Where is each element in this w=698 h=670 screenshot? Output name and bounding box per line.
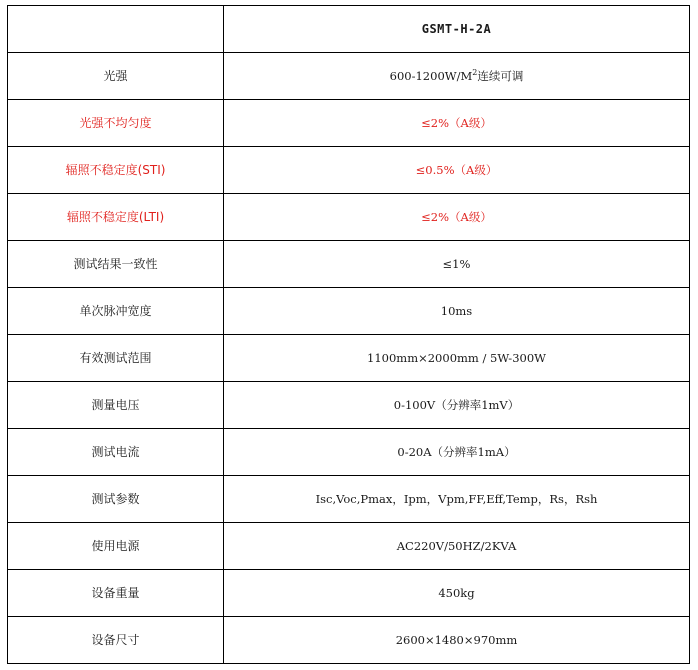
spec-label: 测试结果一致性 <box>8 241 224 288</box>
table-row <box>8 147 690 194</box>
table-row <box>8 476 690 523</box>
spec-label: 光强不均匀度 <box>8 100 224 147</box>
spec-label: 设备尺寸 <box>8 617 224 664</box>
table-row <box>8 53 690 100</box>
table-row <box>8 194 690 241</box>
table-row <box>8 288 690 335</box>
spec-value-main: 600-1200W/M <box>389 69 473 83</box>
spec-label: 有效测试范围 <box>8 335 224 382</box>
spec-value: ≤2%（A级） <box>224 194 690 241</box>
spec-value: 0-100V（分辨率1mV） <box>224 382 690 429</box>
spec-value-superscript: 2 <box>472 68 478 78</box>
spec-value: 0-20A（分辨率1mA） <box>224 429 690 476</box>
spec-label: 辐照不稳定度(LTI) <box>8 194 224 241</box>
spec-value <box>224 53 690 100</box>
spec-value: 2600×1480×970mm <box>224 617 690 664</box>
table-row <box>8 617 690 664</box>
spec-value: 10ms <box>224 288 690 335</box>
spec-table <box>7 5 690 664</box>
spec-value: Isc,Voc,Pmax，Ipm，Vpm,FF,Eff,Temp，Rs，Rsh <box>224 476 690 523</box>
spec-value-suffix: 连续可调 <box>477 69 524 83</box>
spec-label: 测试参数 <box>8 476 224 523</box>
spec-value: ≤0.5%（A级） <box>224 147 690 194</box>
spec-value: 450kg <box>224 570 690 617</box>
spec-label: 测试电流 <box>8 429 224 476</box>
table-row <box>8 429 690 476</box>
table-row <box>8 241 690 288</box>
spec-label: 设备重量 <box>8 570 224 617</box>
spec-value: 1100mm×2000mm / 5W-300W <box>224 335 690 382</box>
model-name: GSMT-H-2A <box>224 6 690 53</box>
table-row <box>8 570 690 617</box>
spec-value: AC220V/50HZ/2KVA <box>224 523 690 570</box>
spec-value: ≤2%（A级） <box>224 100 690 147</box>
table-row <box>8 523 690 570</box>
spec-value: ≤1% <box>224 241 690 288</box>
table-row <box>8 382 690 429</box>
table-row <box>8 335 690 382</box>
spec-label: 光强 <box>8 53 224 100</box>
table-row <box>8 100 690 147</box>
spec-label: 测量电压 <box>8 382 224 429</box>
spec-label: 单次脉冲宽度 <box>8 288 224 335</box>
header-label-cell <box>8 6 224 53</box>
spec-label: 辐照不稳定度(STI) <box>8 147 224 194</box>
table-header-row <box>8 6 690 53</box>
spec-label: 使用电源 <box>8 523 224 570</box>
